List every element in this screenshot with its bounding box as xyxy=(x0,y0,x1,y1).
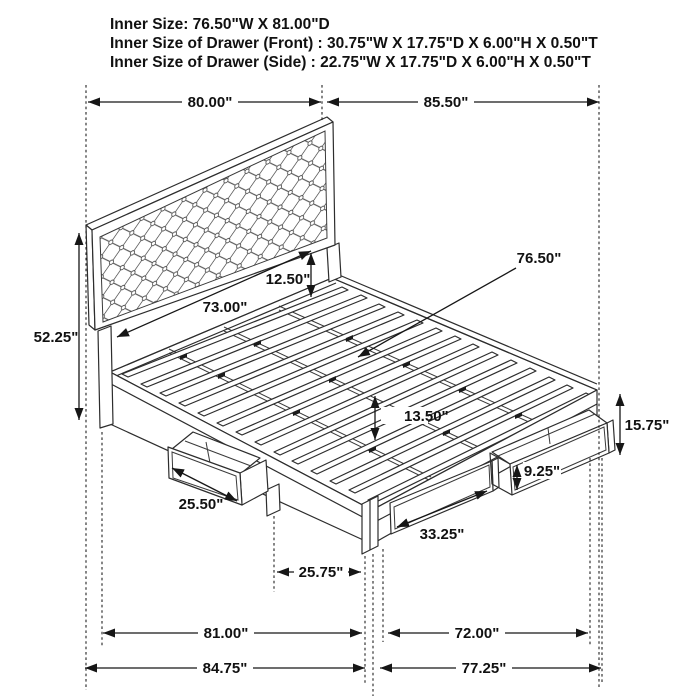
dim-front-drawer-width: 33.25" xyxy=(419,526,465,543)
dim-overall-length-top: 85.50" xyxy=(423,94,469,111)
dim-overall-length-bottom: 77.25" xyxy=(461,660,507,677)
dim-headboard-height: 52.25" xyxy=(33,329,79,346)
dim-platform-height: 13.50" xyxy=(404,408,449,425)
header-text xyxy=(110,16,598,71)
dim-base-length: 72.00" xyxy=(454,625,500,642)
dim-overall-width-bottom: 84.75" xyxy=(202,660,248,677)
dim-drawer-front-height: 9.25" xyxy=(523,463,561,480)
dim-overall-width-top: 80.00" xyxy=(187,94,233,111)
dim-base-width: 81.00" xyxy=(203,625,249,642)
headboard-right-leg xyxy=(327,243,341,282)
inner-size-line: Inner Size: 76.50"W X 81.00"D xyxy=(110,16,330,33)
headboard-left-leg xyxy=(98,326,113,428)
dim-side-drawer-width: 25.50" xyxy=(178,496,224,513)
dim-leg-spacing: 25.75" xyxy=(298,564,344,581)
drawer-front-size-line: Inner Size of Drawer (Front) : 30.75"W X 17.75"D X 6.00"H X 0.50"T xyxy=(110,35,598,52)
dim-headboard-width: 73.00" xyxy=(202,299,248,316)
dim-foot-height: 15.75" xyxy=(624,417,670,434)
dim-headboard-to-slats: 12.50" xyxy=(265,271,311,288)
drawer-side-size-line: Inner Size of Drawer (Side) : 22.75"W X 17.75"D X 6.00"H X 0.50"T xyxy=(110,54,591,71)
dim-slat-length: 76.50" xyxy=(516,250,562,267)
